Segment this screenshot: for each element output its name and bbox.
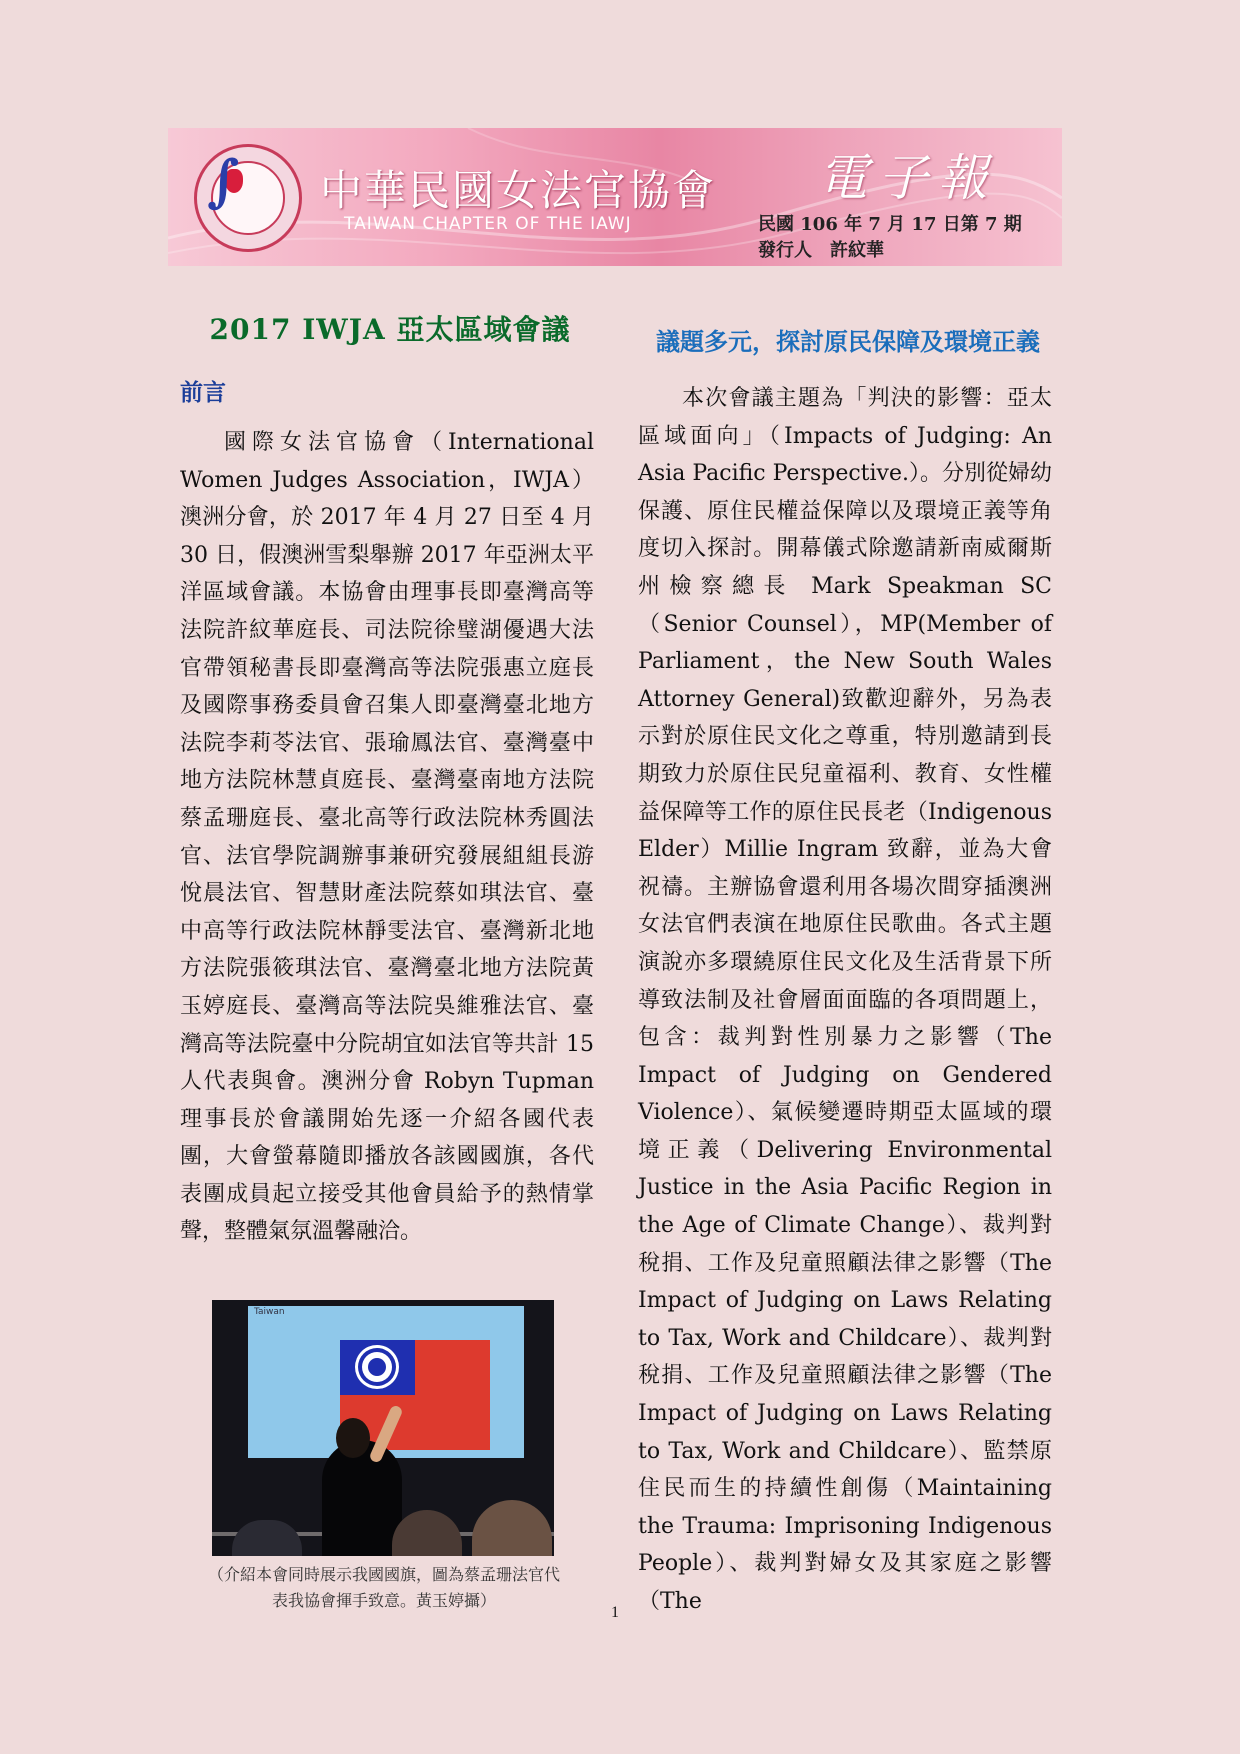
speaker-figure	[322, 1440, 402, 1556]
section-title-right: 議題多元，探討原民保障及環境正義	[656, 327, 1040, 356]
page-number: 1	[611, 1604, 619, 1621]
photo-caption: （介紹本會同時展示我國國旗，圖為蔡孟珊法官代表我協會揮手致意。黃玉婷攝）	[207, 1565, 560, 1610]
association-logo-icon: ∫	[194, 144, 302, 252]
enews-title: 電子報	[818, 149, 998, 207]
conference-photo	[212, 1300, 554, 1556]
right-column-body: 本次會議主題為「判決的影響：亞太區域面向」（Impacts of Judging: An Asia Pacific Perspective.）。分別從婦幼保護、原住民權益保障以及環境正義等角度切入探討。開幕儀式除邀請新南威爾斯州檢察總長 Mark Speakman SC（Senior Counsel），MP(Member of Parliament，the New South Wales Attorney General)致歡迎辭外，另為表示對於原住民文化之尊重，特別邀請到長期致力於原住民兒童福利、教育、女性權益保障等工作的原住民長老（Indigenous Elder）Millie Ingram 致辭，並為大會祝禱。主辦協會還利用各場次間穿插澳洲女法官們表演在地原住民歌曲。各式主題演說亦多環繞原住民文化及生活背景下所導致法制及社會層面面臨的各項問題上，包含：裁判對性別暴力之影響（The Impact of Judging on Gendered Violence）、氣候變遷時期亞太區域的環境正義（Delivering Environmental Justice in the Asia Pacific Region in the Age of Climate Change）、裁判對稅捐、工作及兒童照顧法律之影響（The Impact of Judging on Laws Relating to Tax, Work and Childcare）、裁判對稅捐、工作及兒童照顧法律之影響（The Impact of Judging on Laws Relating to Tax, Work and Childcare）、監禁原住民而生的持續性創傷（Maintaining the Trauma: Imprisoning Indigenous People）、裁判對婦女及其家庭之影響（The	[638, 386, 1052, 1614]
article-title: 2017 IWJA 亞太區域會議	[209, 313, 571, 346]
publisher-line: 發行人 許紋華	[758, 240, 884, 261]
issue-line: 民國 106 年 7 月 17 日第 7 期	[758, 214, 1022, 235]
newsletter-banner	[168, 128, 1062, 266]
org-name: 中華民國女法官協會	[320, 166, 717, 215]
issue-info	[758, 212, 1022, 264]
section-heading-intro: 前言	[180, 379, 226, 406]
left-column-body: 國際女法官協會（International Women Judges Association，IWJA）澳洲分會，於 2017 年 4 月 27 日至 4 月 30 日，假澳洲雪梨舉辦 2017 年亞洲太平洋區域會議。本協會由理事長即臺灣高等法院許紋華庭長、司法院徐璧湖優遇大法官帶領秘書長即臺灣高等法院張惠立庭長及國際事務委員會召集人即臺灣臺北地方法院李莉苓法官、張瑜鳳法官、臺灣臺中地方法院林慧貞庭長、臺灣臺南地方法院蔡孟珊庭長、臺北高等行政法院林秀圓法官、法官學院調辦事兼研究發展組組長游悅晨法官、智慧財產法院蔡如琪法官、臺中高等行政法院林靜雯法官、臺灣新北地方法院張筱琪法官、臺灣臺北地方法院黃玉婷庭長、臺灣高等法院吳維雅法官、臺灣高等法院臺中分院胡宜如法官等共計 15 人代表與會。澳洲分會 Robyn Tupman 理事長於會議開始先逐一介紹各國代表團，大會螢幕隨即播放各該國國旗，各代表團成員起立接受其他會員給予的熱情掌聲，整體氣氛溫馨融洽。	[180, 430, 594, 1245]
screen-tag: Taiwan	[254, 1307, 285, 1317]
org-name-en: TAIWAN CHAPTER OF THE IAWJ	[344, 214, 632, 234]
